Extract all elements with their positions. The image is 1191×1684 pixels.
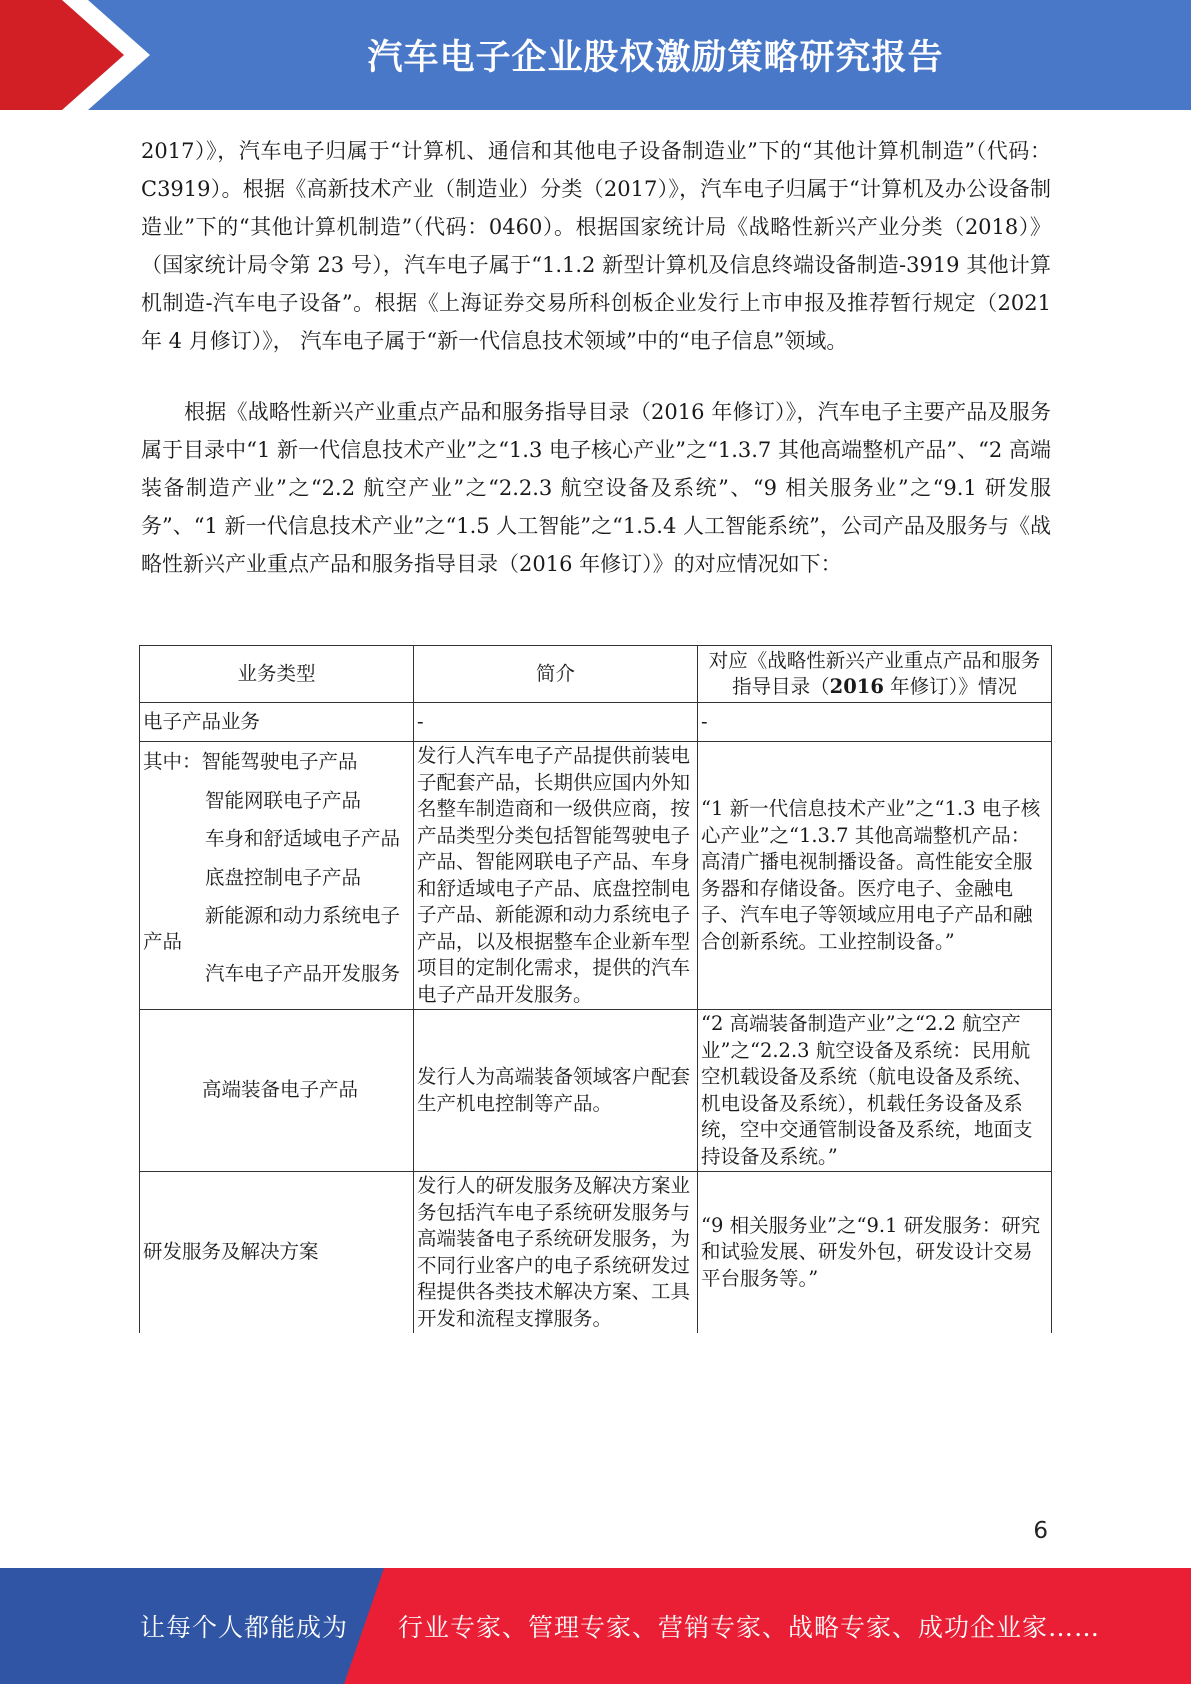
page-number: 6 <box>1033 1518 1048 1544</box>
page-header <box>0 0 1191 110</box>
business-item-line2: 产品 <box>143 930 183 953</box>
header-catalog-mapping <box>698 646 1052 703</box>
business-item: 底盘控制电子产品 <box>205 865 362 889</box>
paragraph-catalog-mapping: 根据《战略性新兴产业重点产品和服务指导目录（2016 年修订）》，汽车电子主要产品及服务属于目录中“1 新一代信息技术产业”之“1.3 电子核心产业”之“1.3.7 其他高端整机产品”、“2 高端装备制造产业”之“2.2 航空产业”之“2.2.3 航空设备及系统”、“9 相关服务业”之“9.1 研发服务”、“1 新一代信息技术产业”之“1.5 人工智能”之“1.5.4 人工智能系统”，公司产品及服务与《战略性新兴产业重点产品和服务指导目录（2016 年修订）》的对应情况如下： <box>141 400 1051 576</box>
paragraph-classification: 2017）》，汽车电子归属于“计算机、通信和其他电子设备制造业”下的“其他计算机制造”（代码：C3919）。根据《高新技术产业（制造业）分类（2017）》，汽车电子归属于“计算机及办公设备制造业”下的“其他计算机制造”（代码：0460）。根据国家统计局《战略性新兴产业分类（2018）》（国家统计局令第 23 号），汽车电子属于“1.1.2 新型计算机及信息终端设备制造-3919 其他计算机制造-汽车电子设备”。根据《上海证券交易所科创板企业发行上市申报及推荐暂行规定（2021 年 4 月修订）》， 汽车电子属于“新一代信息技术领域”中的“电子信息”领域。 <box>141 139 1051 353</box>
footer-slogan-left: 让每个人都能成为 <box>140 1613 349 1642</box>
business-item: 车身和舒适域电子产品 <box>205 827 401 850</box>
business-item: 其中：智能驾驶电子产品 <box>143 750 358 773</box>
header-mapping-year: 2016 <box>829 675 884 698</box>
report-title: 汽车电子企业股权激励策略研究报告 <box>367 38 944 78</box>
business-item: 汽车电子产品开发服务 <box>205 962 401 985</box>
header-mapping-suffix: 年修订）》情况 <box>883 675 1017 698</box>
cell-business-type: 研发服务及解决方案 <box>140 1172 414 1334</box>
cell-intro: - <box>414 703 698 742</box>
table-row <box>140 1010 1052 1172</box>
page-footer <box>0 1568 1191 1684</box>
business-item-wrapped <box>143 897 410 955</box>
cell-intro: 发行人汽车电子产品提供前装电子配套产品，长期供应国内外知名整车制造商和一级供应商，按产品类型分类包括智能驾驶电子产品、智能网联电子产品、车身和舒适域电子产品、底盘控制电子产品、新能源和动力系统电子产品，以及根据整车企业新车型项目的定制化需求，提供的汽车电子产品开发服务。 <box>414 742 698 1010</box>
cell-business-type: 高端装备电子产品 <box>140 1010 414 1172</box>
header-business-type: 业务类型 <box>140 646 414 703</box>
cell-mapping: “2 高端装备制造产业”之“2.2 航空产业”之“2.2.3 航空设备及系统：民用航空机载设备及系统（航电设备及系统、机电设备及系统），机载任务设备及系统，空中交通管制设备及系统，地面支持设备及系统。” <box>698 1010 1052 1172</box>
header-intro: 简介 <box>414 646 698 703</box>
header-arrow-decoration <box>0 0 160 110</box>
table-row <box>140 1172 1052 1334</box>
cell-intro: 发行人为高端装备领域客户配套生产机电控制等产品。 <box>414 1010 698 1172</box>
cell-business-type: 电子产品业务 <box>140 703 414 742</box>
cell-mapping: “1 新一代信息技术产业”之“1.3 电子核心产业”之“1.3.7 其他高端整机产品：高清广播电视制播设备。高性能安全服务器和存储设备。医疗电子、金融电子、汽车电子等领域应用电子产品和融合创新系统。工业控制设备。” <box>698 742 1052 1010</box>
cell-intro: 发行人的研发服务及解决方案业务包括汽车电子系统研发服务与高端装备电子系统研发服务，为不同行业客户的电子系统研发过程提供各类技术解决方案、工具开发和流程支撑服务。 <box>414 1172 698 1334</box>
table-row <box>140 742 1052 1010</box>
header-mapping-prefix: 对应《战略性新兴产业重点产品和服务 指导目录（ <box>708 648 1041 698</box>
business-item: 智能网联电子产品 <box>205 788 362 812</box>
cell-mapping: “9 相关服务业”之“9.1 研发服务：研究和试验发展、研发外包，研发设计交易平台服务等。” <box>698 1172 1052 1334</box>
cell-business-type-list <box>140 742 414 1010</box>
business-item-line1: 新能源和动力系统电子 <box>205 904 401 927</box>
business-mapping-table <box>139 645 1052 1333</box>
footer-slogan-right: 行业专家、管理专家、营销专家、战略专家、成功企业家…… <box>398 1613 1101 1642</box>
table-header-row <box>140 646 1052 703</box>
cell-mapping: - <box>698 703 1052 742</box>
table-row <box>140 703 1052 742</box>
